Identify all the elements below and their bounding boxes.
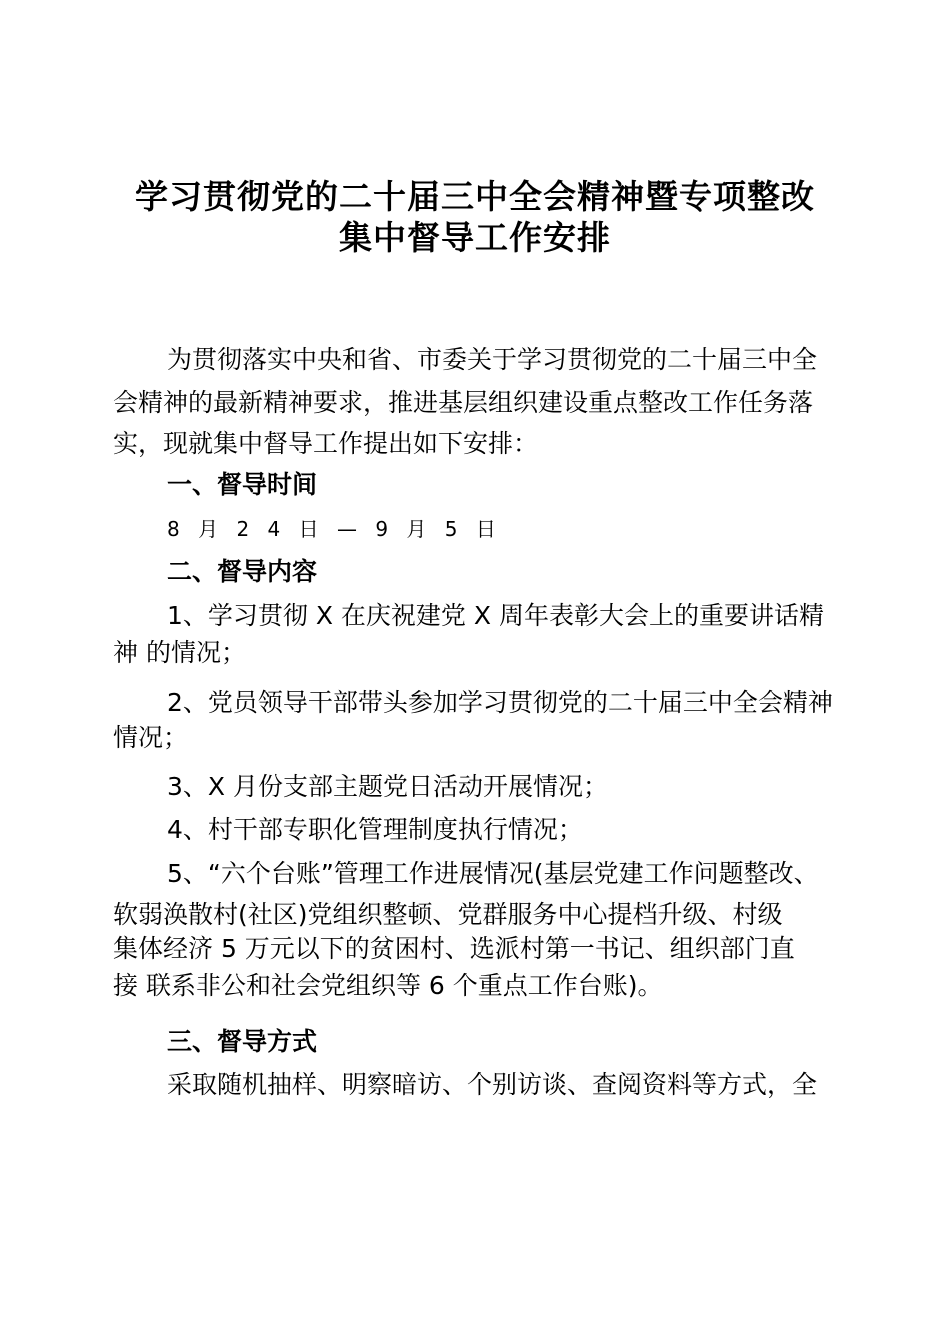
supervision-date: 8 月 2 4 日 — 9 月 5 日 xyxy=(167,517,502,541)
document-title-line-2: 集中督导工作安排 xyxy=(339,218,611,257)
item-3: 3、X 月份支部主题党日活动开展情况； xyxy=(167,772,608,801)
document-title-line-1: 学习贯彻党的二十届三中全会精神暨专项整改 xyxy=(135,177,815,216)
item-1-line-1: 1、学习贯彻 X 在庆祝建党 X 周年表彰大会上的重要讲话精 xyxy=(167,601,824,630)
section-3-heading: 三、督导方式 xyxy=(167,1027,318,1056)
item-1-line-2: 神 的情况； xyxy=(113,638,246,667)
item-5-line-1: 5、“六个台账”管理工作进展情况(基层党建工作问题整改、 xyxy=(167,859,819,888)
item-5-line-3: 集体经济 5 万元以下的贫困村、选派村第一书记、组织部门直 xyxy=(113,934,795,963)
section-1-heading: 一、督导时间 xyxy=(167,470,318,499)
item-5-line-2: 软弱涣散村(社区)党组织整顿、党群服务中心提档升级、村级 xyxy=(113,900,783,929)
item-5-line-4: 接 联系非公和社会党组织等 6 个重点工作台账)。 xyxy=(113,971,663,1000)
section-3-line-1: 采取随机抽样、明察暗访、个别访谈、查阅资料等方式，全 xyxy=(167,1070,818,1099)
intro-line-1: 为贯彻落实中央和省、市委关于学习贯彻党的二十届三中全 xyxy=(167,345,818,374)
intro-line-2: 会精神的最新精神要求，推进基层组织建设重点整改工作任务落 xyxy=(113,388,814,417)
item-2-line-2: 情况； xyxy=(113,723,189,752)
item-2-line-1: 2、党员领导干部带头参加学习贯彻党的二十届三中全会精神 xyxy=(167,688,833,717)
intro-line-3: 实，现就集中督导工作提出如下安排： xyxy=(113,429,539,458)
section-2-heading: 二、督导内容 xyxy=(167,557,318,586)
item-4: 4、村干部专职化管理制度执行情况； xyxy=(167,815,583,844)
